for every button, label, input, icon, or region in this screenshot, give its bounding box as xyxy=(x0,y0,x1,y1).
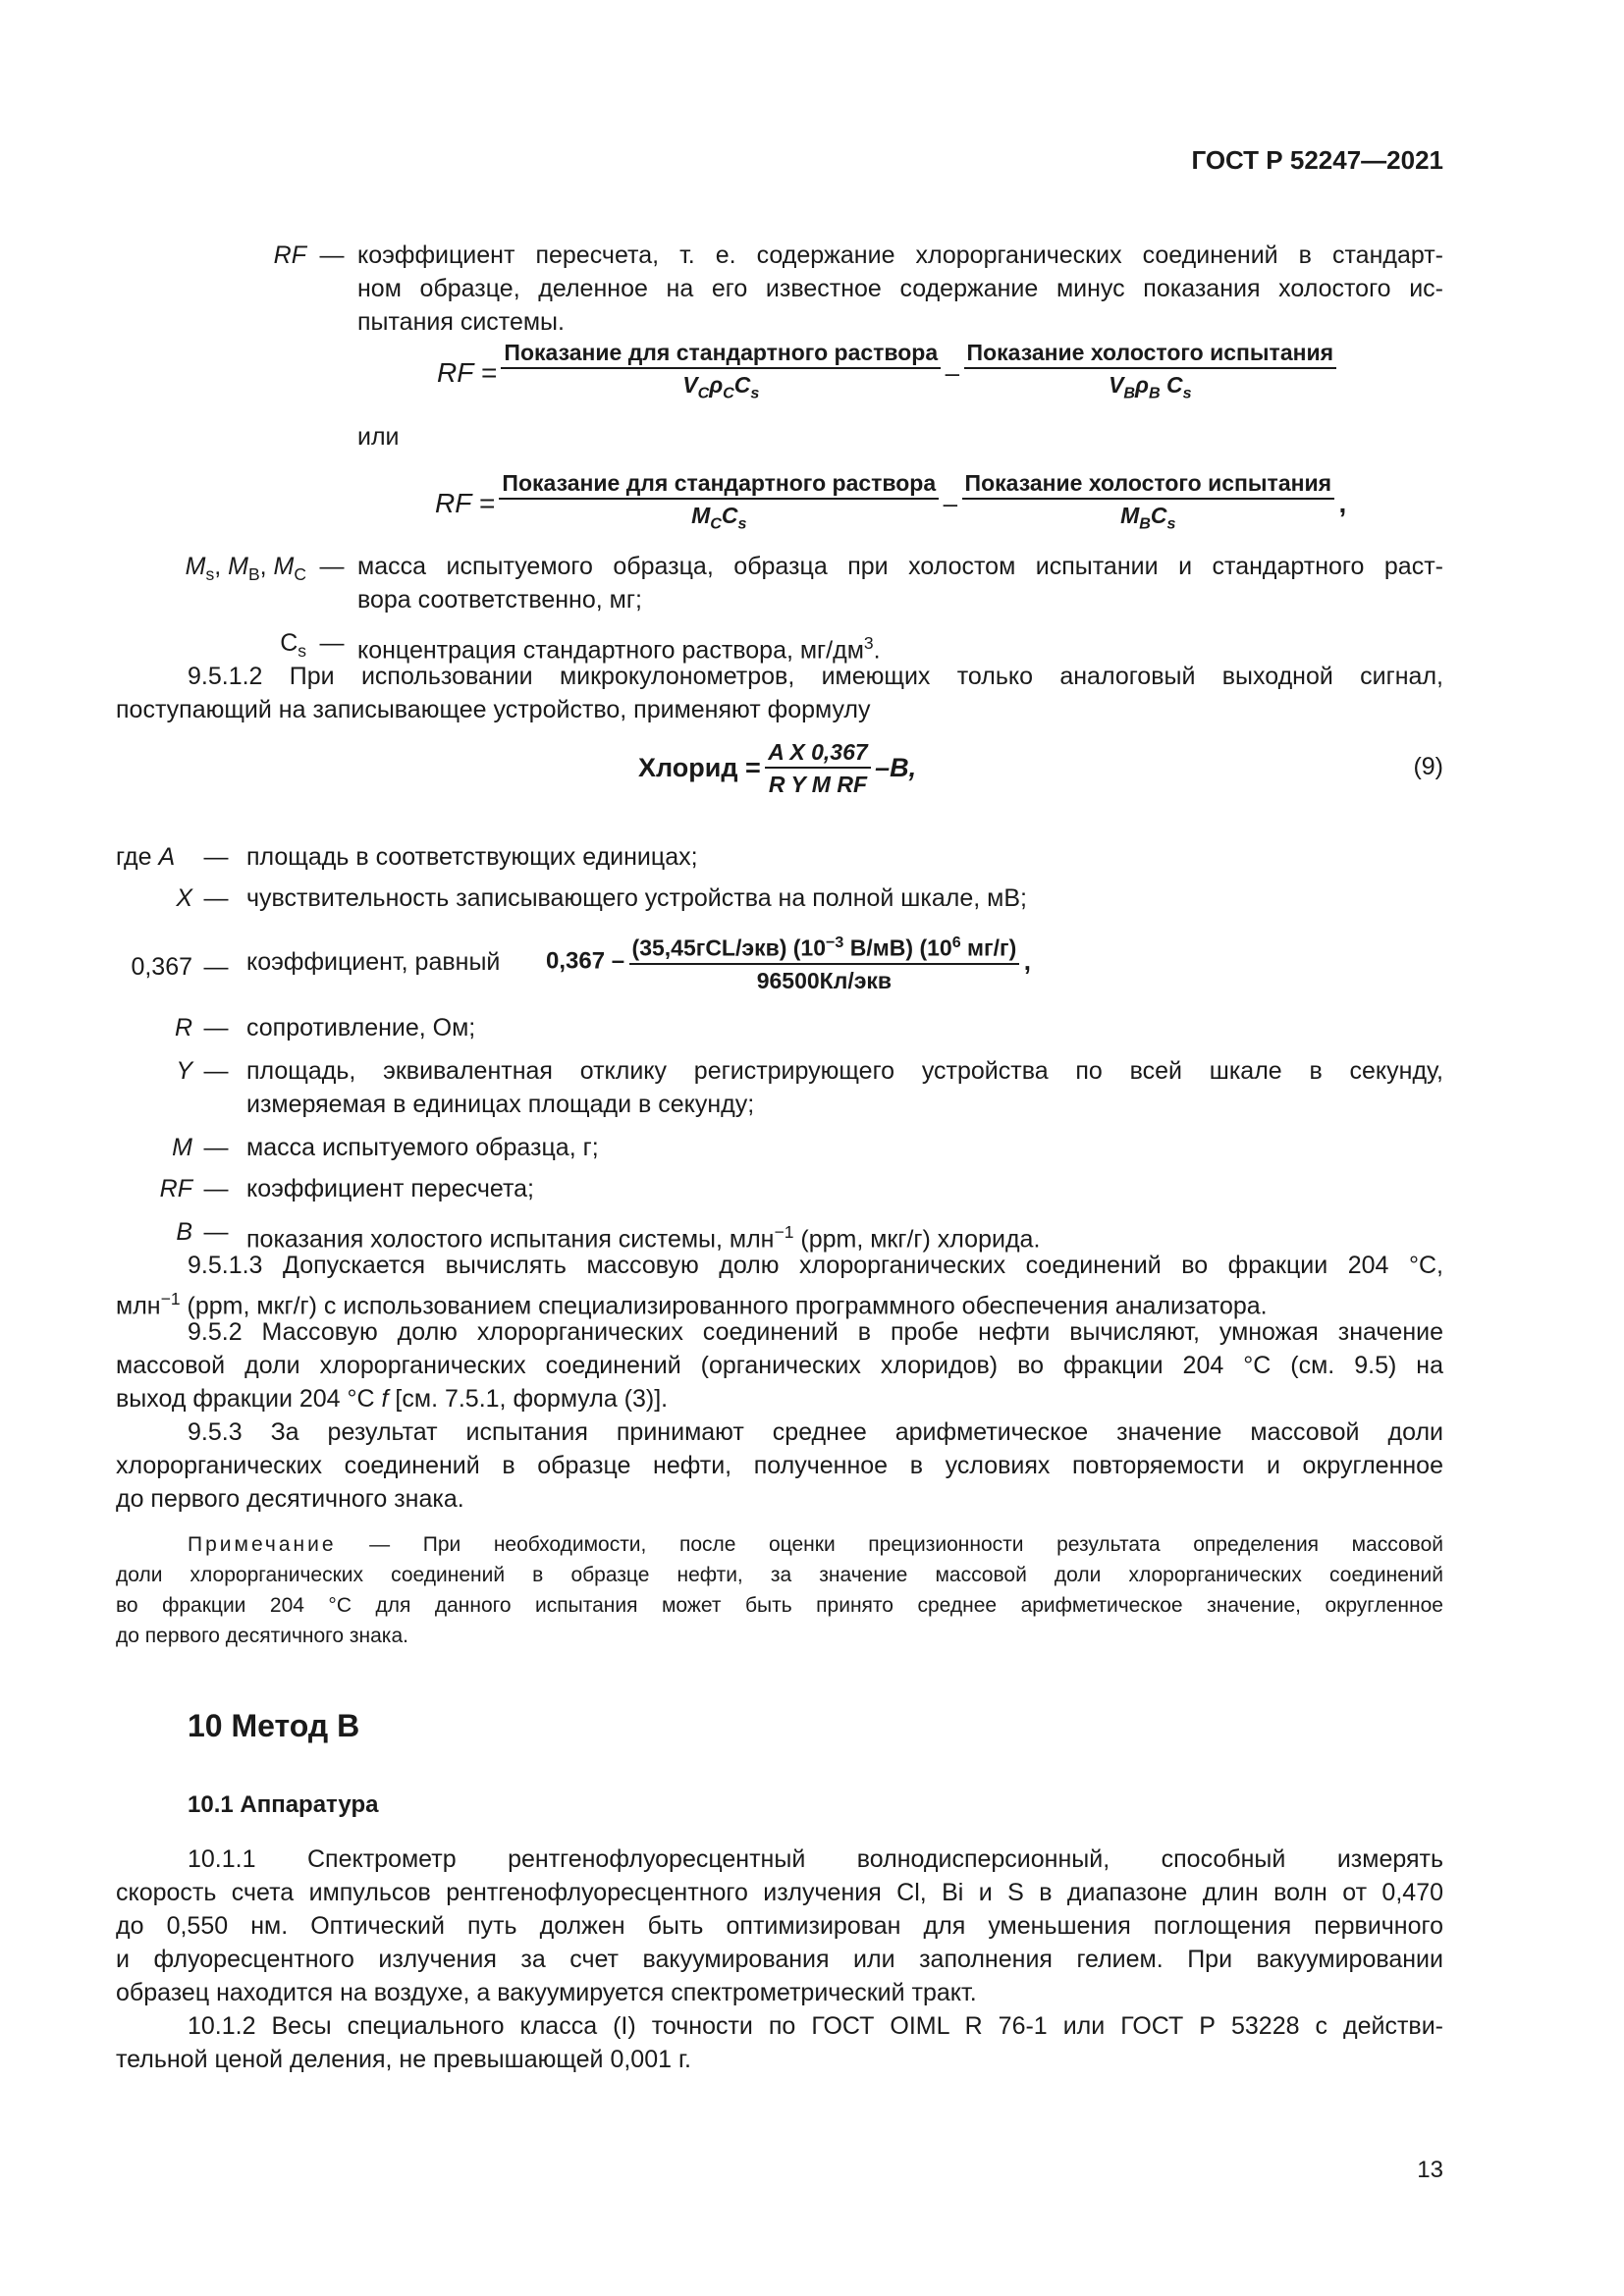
numerator: Показание для стандартного раствора xyxy=(499,469,939,500)
formula-lhs: RF = xyxy=(437,356,497,388)
r-definition: сопротивление, Ом; xyxy=(246,1014,476,1041)
term-masses: $M_s$, $M_B$, $M_C$ xyxy=(185,553,306,584)
denominator: 96500Кл/экв xyxy=(756,967,893,993)
paragraph-9-5-2-line2: массовой доли хлорорганических соединений (органических хлоридов) во фракции 204 °С (см. 9.5) на xyxy=(116,1352,1443,1379)
formula-lhs: 0,367 – xyxy=(546,947,625,975)
term-rf-2: RF xyxy=(159,1175,192,1202)
m-definition: масса испытуемого образца, г; xyxy=(246,1134,599,1161)
paragraph-9-5-1-2-line1: 9.5.1.2 При использовании микрокулонометров, имеющих только аналоговый выходной сигнал, xyxy=(188,663,1443,690)
y-definition-line2: измеряемая в единицах площади в секунду; xyxy=(246,1091,755,1118)
formula-chloride xyxy=(638,738,916,798)
masses-definition-line2: вора соответственно, мг; xyxy=(357,586,642,614)
term-m: M xyxy=(172,1134,192,1161)
term-rf: RF xyxy=(273,241,306,269)
formula-rf-volume xyxy=(437,339,1336,407)
numerator: Показание холостого испытания xyxy=(964,339,1337,369)
or-word: или xyxy=(357,423,400,451)
cs-definition: концентрация стандартного раствора, $мг/дм^3$. xyxy=(357,633,881,665)
denominator: $M_CC_s$ xyxy=(691,503,747,533)
term-y: Y xyxy=(176,1057,192,1085)
minus-sign: – xyxy=(945,357,960,388)
em-dash: — xyxy=(203,1014,229,1041)
paragraph-10-1-2-line1: 10.1.2 Весы специального класса (I) точности по ГОСТ OIML R 76-1 или ГОСТ Р 53228 с действи- xyxy=(188,2012,1443,2040)
numerator: A X 0,367 xyxy=(765,738,870,769)
term-coefficient: 0,367 xyxy=(131,953,192,981)
paragraph-9-5-2-line1: 9.5.2 Массовую долю хлорорганических соединений в пробе нефти вычисляют, умножая значение xyxy=(188,1318,1443,1346)
paragraph-10-1-1-line2: скорость счета импульсов рентгенофлуоресцентного излучения Cl, Bi и S в диапазоне длин волн от 0,470 xyxy=(116,1879,1443,1906)
formula-tail: –B, xyxy=(875,753,917,782)
denominator: R Y M RF xyxy=(768,772,868,797)
paragraph-9-5-3-line3: до первого десятичного знака. xyxy=(116,1485,464,1513)
term-r: R xyxy=(174,1014,192,1041)
em-dash: — xyxy=(203,1218,229,1246)
note-line3: во фракции 204 °С для данного испытания может быть принято среднее арифметическое значение, округленное xyxy=(116,1594,1443,1617)
numerator: (35,45гCL/экв) ($10^{-3}$ В/мВ) ($10^6$ мг/г) xyxy=(629,929,1020,965)
denominator: $V_B\rho_B$ $C_s$ xyxy=(1109,372,1192,402)
section-10-1-heading: 10.1 Аппаратура xyxy=(188,1791,379,1818)
term-b: B xyxy=(176,1218,192,1246)
note-line1-text: — При необходимости, после оценки прецизионности результата определения массовой xyxy=(369,1533,1443,1556)
em-dash: — xyxy=(319,241,345,269)
paragraph-9-5-1-3-line2: млн$^{-1}$ (ppm, мкг/г) с использованием специализированного программного обеспечения анализатора. xyxy=(116,1289,1268,1320)
term-a: где A xyxy=(116,843,176,871)
em-dash: — xyxy=(203,1134,229,1161)
paragraph-9-5-1-3-line1: 9.5.1.3 Допускается вычислять массовую долю хлорорганических соединений во фракции 204 °С, xyxy=(188,1252,1443,1279)
fraction-standard xyxy=(501,339,941,407)
formula-lhs: Хлорид = xyxy=(638,753,761,782)
fraction-blank xyxy=(962,469,1335,538)
formula-tail: , xyxy=(1338,487,1347,518)
fraction-blank xyxy=(964,339,1337,407)
rf-definition-short: коэффициент пересчета; xyxy=(246,1175,534,1202)
em-dash: — xyxy=(203,843,229,871)
paragraph-10-1-1-line5: образец находится на воздухе, а вакуумируется спектрометрический тракт. xyxy=(116,1979,977,2006)
paragraph-10-1-2-line2: тельной ценой деления, не превышающей 0,001 г. xyxy=(116,2046,691,2073)
rf-definition-line3: пытания системы. xyxy=(357,308,565,336)
fraction-coefficient xyxy=(629,929,1020,994)
note-line2: доли хлорорганических соединений в образце нефти, за значение массовой доли хлорорганических соединений xyxy=(116,1564,1443,1586)
b-definition: показания холостого испытания системы, млн$^{-1}$ (ppm, мкг/г) хлорида. xyxy=(246,1222,1041,1254)
formula-lhs: RF = xyxy=(435,487,495,518)
paragraph-9-5-3-line1: 9.5.3 За результат испытания принимают среднее арифметическое значение массовой доли xyxy=(188,1418,1443,1446)
numerator: Показание холостого испытания xyxy=(962,469,1335,500)
formula-number: (9) xyxy=(1413,753,1443,780)
em-dash: — xyxy=(203,884,229,912)
formula-rf-mass xyxy=(435,469,1346,538)
note-line4: до первого десятичного знака. xyxy=(116,1625,408,1647)
paragraph-9-5-1-2-line2: поступающий на записывающее устройство, применяют формулу xyxy=(116,696,871,723)
paragraph-9-5-2-line3: выход фракции 204 °С f [см. 7.5.1, формула (3)]. xyxy=(116,1385,669,1413)
masses-definition-line1: масса испытуемого образца, образца при холостом испытании и стандартного раст- xyxy=(357,553,1443,580)
a-definition: площадь в соответствующих единицах; xyxy=(246,843,698,871)
denominator: $V_C\rho_CC_s$ xyxy=(682,372,760,402)
y-definition-line1: площадь, эквивалентная отклику регистрирующего устройства по всей шкале в секунду, xyxy=(246,1057,1443,1085)
x-definition: чувствительность записывающего устройства на полной шкале, мВ; xyxy=(246,884,1027,912)
note-line1 xyxy=(188,1529,1443,1560)
coefficient-definition: коэффициент, равный xyxy=(246,948,501,976)
minus-sign: – xyxy=(943,488,958,518)
denominator: $M_BC_s$ xyxy=(1120,503,1176,533)
paragraph-10-1-1-line4: и флуоресцентного излучения за счет вакуумирования или заполнения гелием. При вакуумировании xyxy=(116,1946,1443,1973)
page-number: 13 xyxy=(1417,2157,1443,2183)
em-dash: — xyxy=(319,629,345,657)
term-cs: $C_s$ xyxy=(280,629,306,661)
em-dash: — xyxy=(203,1057,229,1085)
formula-coefficient xyxy=(546,929,1031,994)
rf-definition-line2: ном образце, деленное на его известное содержание минус показания холостого ис- xyxy=(357,275,1443,302)
section-10-heading: 10 Метод В xyxy=(188,1708,360,1743)
paragraph-10-1-1-line1: 10.1.1 Спектрометр рентгенофлуоресцентный волнодисперсионный, способный измерять xyxy=(188,1845,1443,1873)
rf-definition-line1: коэффициент пересчета, т. е. содержание хлорорганических соединений в стандарт- xyxy=(357,241,1443,269)
em-dash: — xyxy=(203,953,229,981)
numerator: Показание для стандартного раствора xyxy=(501,339,941,369)
term-x: X xyxy=(176,884,192,912)
paragraph-10-1-1-line3: до 0,550 нм. Оптический путь должен быть оптимизирован для уменьшения поглощения первичного xyxy=(116,1912,1443,1940)
fraction-standard xyxy=(499,469,939,538)
note-label: Примечание xyxy=(188,1533,337,1556)
fraction-chloride xyxy=(765,738,870,798)
em-dash: — xyxy=(319,553,345,580)
paragraph-9-5-3-line2: хлорорганических соединений в образце нефти, полученное в условиях повторяемости и округленное xyxy=(116,1452,1443,1479)
formula-tail: , xyxy=(1023,945,1031,976)
document-header: ГОСТ Р 52247—2021 xyxy=(1191,145,1443,175)
em-dash: — xyxy=(203,1175,229,1202)
